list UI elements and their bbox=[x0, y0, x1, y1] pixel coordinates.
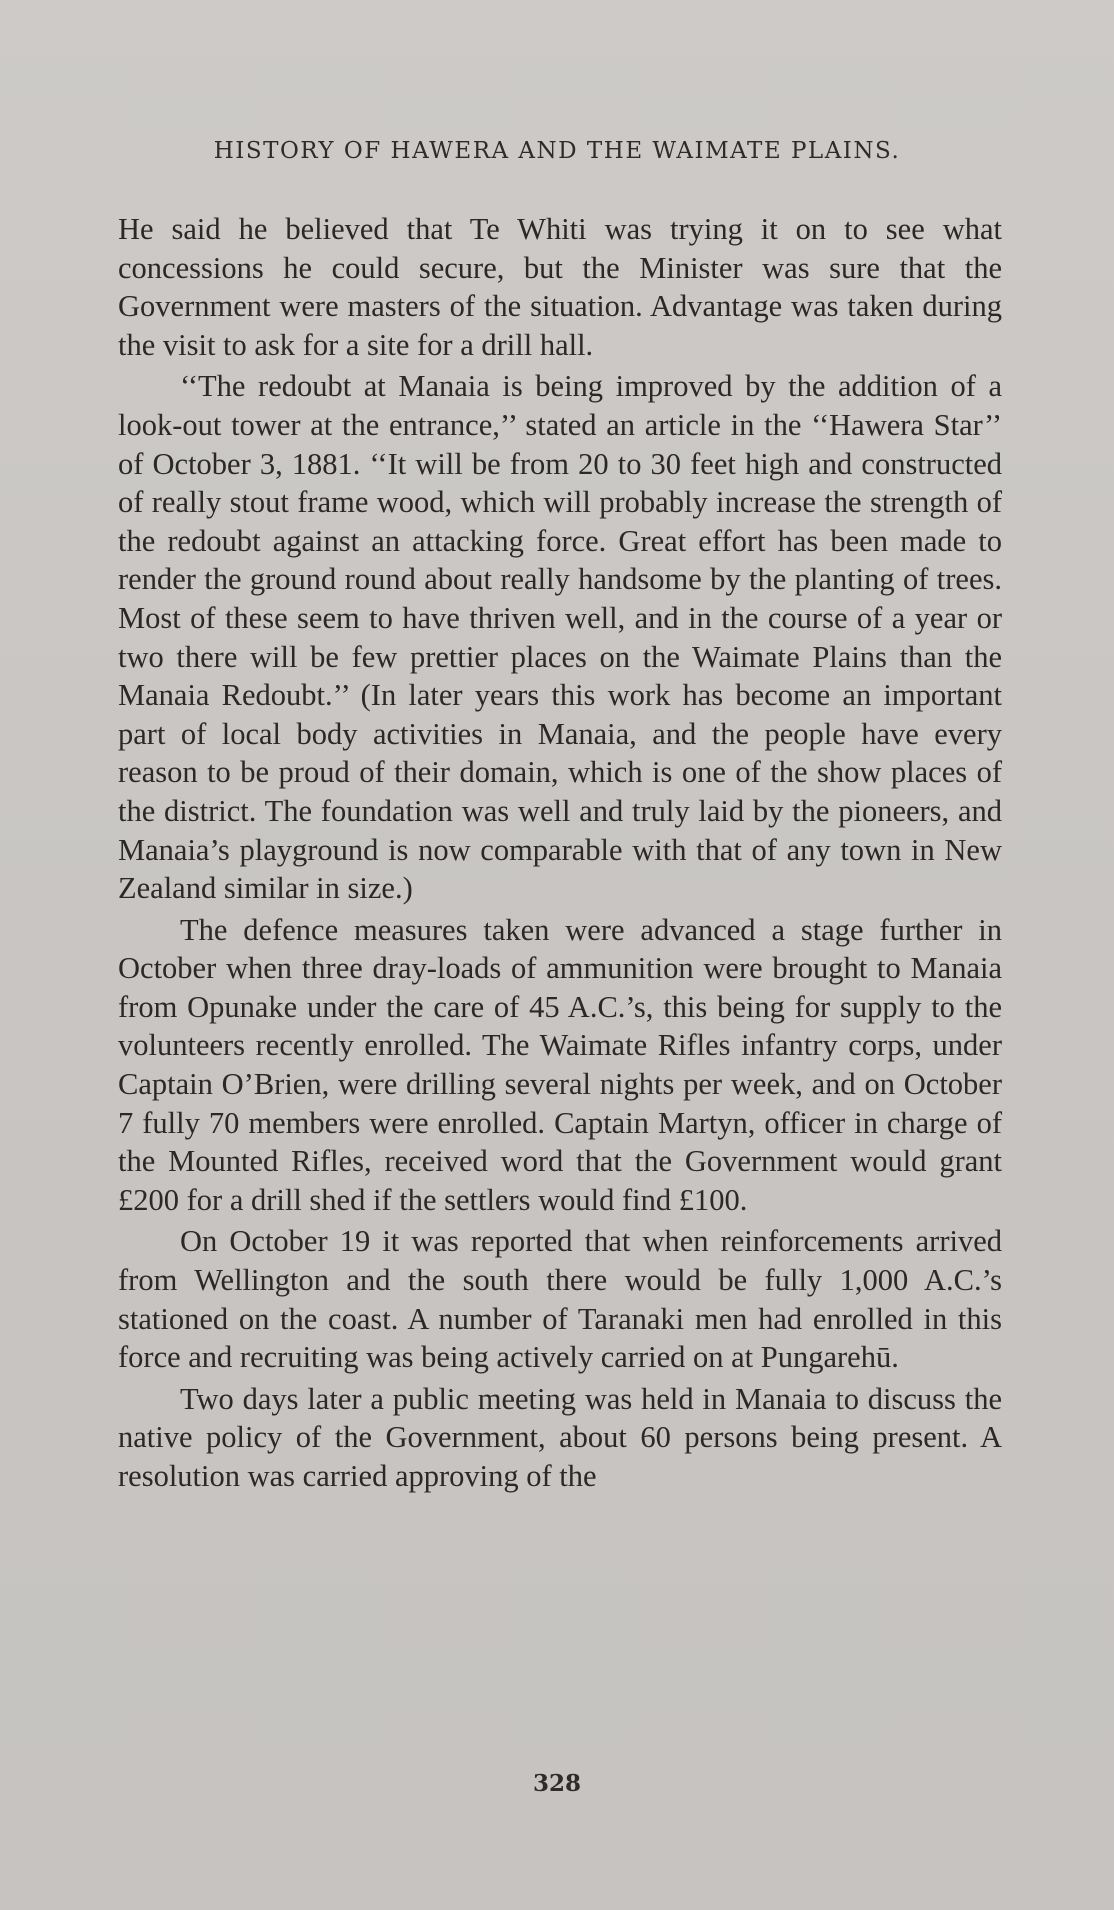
paragraph: The defence measures taken were advanced a stage further in October when three dray-loads of ammunition were brought to Manaia from Opunake under the care of 45 A.C.’s, this being for supply to the volunteers recently enrolled. The Waimate Rifles infantry corps, under Captain O’Brien, were drilling several nights per week, and on October 7 fully 70 members were enrolled. Captain Martyn, officer in charge of the Mounted Rifles, received word that the Government would grant £200 for a drill shed if the settlers would find £100. bbox=[118, 912, 1002, 1217]
paragraph: Two days later a public meeting was held in Manaia to discuss the native policy of the Government, about 60 persons being present. A resolution was carried approving of the bbox=[118, 1381, 1002, 1493]
paragraph: ‘‘The redoubt at Manaia is being improved by the addition of a look-out tower at the entrance,’’ stated an article in the ‘‘Hawera Star’’ of October 3, 1881. ‘‘It will be from 20 to 30 feet high and constructed of really stout frame wood, which will probably increase the strength of the redoubt against an attacking force. Great effort has been made to render the ground round about really handsome by the planting of trees. Most of these seem to have thriven well, and in the course of a year or two there will be few prettier places on the Waimate Plains than the Manaia Redoubt.’’ (In later years this work has become an important part of local body activities in Manaia, and the people have every reason to be proud of their domain, which is one of the show places of the district. The foundation was well and truly laid by the pioneers, and Manaia’s playground is now comparable with that of any town in New Zealand similar in size.) bbox=[118, 369, 1002, 906]
page-number: 328 bbox=[532, 1770, 581, 1797]
paragraph: He said he believed that Te Whiti was trying it on to see what concessions he could secure, but the Minister was sure that the Government were masters of the situation. Advantage was taken during the visit to ask for a site for a drill hall. bbox=[118, 212, 1002, 362]
body-text bbox=[118, 210, 1002, 1499]
paragraph: On October 19 it was reported that when reinforcements arrived from Wellington and the south there would be fully 1,000 A.C.’s stationed on the coast. A number of Taranaki men had enrolled in this force and recruiting was being actively carried on at Pungarehū. bbox=[118, 1224, 1002, 1375]
running-head: HISTORY OF HAWERA AND THE WAIMATE PLAINS. bbox=[213, 138, 901, 164]
